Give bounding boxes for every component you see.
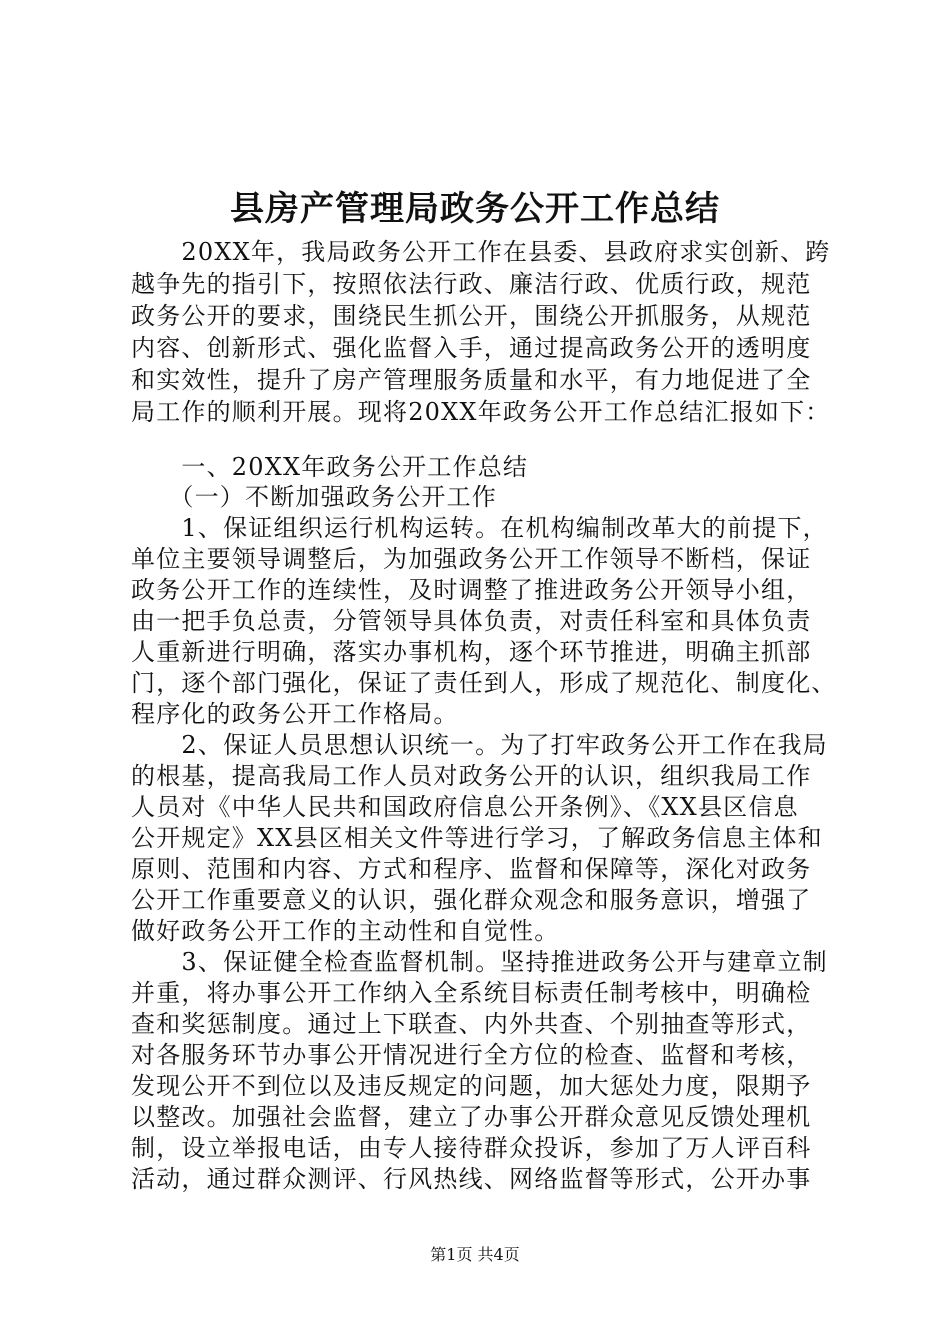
body-line: 活动，通过群众测评、行风热线、网络监督等形式，公开办事 xyxy=(131,1165,812,1193)
body-line: 公开规定》XX县区相关文件等进行学习，了解政务信息主体和 xyxy=(131,824,823,852)
body-line: 20XX年，我局政务公开工作在县委、县政府求实创新、跨 xyxy=(131,238,831,266)
body-line: 并重，将办事公开工作纳入全系统目标责任制考核中，明确检 xyxy=(131,979,812,1007)
body-line: 单位主要领导调整后，为加强政务公开工作领导不断档，保证 xyxy=(131,545,812,573)
body-line: 发现公开不到位以及违反规定的问题，加大惩处力度，限期予 xyxy=(131,1072,812,1100)
body-line: 对各服务环节办事公开情况进行全方位的检查、监督和考核， xyxy=(131,1041,812,1069)
section-heading: 一、20XX年政务公开工作总结 xyxy=(131,453,529,481)
body-line: 局工作的顺利开展。现将20XX年政务公开工作总结汇报如下： xyxy=(131,398,831,426)
document-title: 县房产管理局政务公开工作总结 xyxy=(230,189,720,229)
body-line: 越争先的指引下，按照依法行政、廉洁行政、优质行政，规范 xyxy=(131,270,812,298)
body-line: 2、保证人员思想认识统一。为了打牢政务公开工作在我局 xyxy=(131,731,828,759)
body-line: 以整改。加强社会监督，建立了办事公开群众意见反馈处理机 xyxy=(131,1103,812,1131)
body-line: 政务公开的要求，围绕民生抓公开，围绕公开抓服务，从规范 xyxy=(131,302,812,330)
body-line: 人员对《中华人民共和国政府信息公开条例》、《XX县区信息 xyxy=(131,793,799,821)
body-line: 程序化的政务公开工作格局。 xyxy=(131,700,459,728)
body-line: 内容、创新形式、强化监督入手，通过提高政务公开的透明度 xyxy=(131,334,812,362)
body-line: 和实效性，提升了房产管理服务质量和水平，有力地促进了全 xyxy=(131,366,812,394)
body-line: 人重新进行明确，落实办事机构，逐个环节推进，明确主抓部 xyxy=(131,638,812,666)
body-line: 由一把手负总责，分管领导具体负责，对责任科室和具体负责 xyxy=(131,607,812,635)
body-line: 的根基，提高我局工作人员对政务公开的认识，组织我局工作 xyxy=(131,762,812,790)
body-line: 查和奖惩制度。通过上下联查、内外共查、个别抽查等形式， xyxy=(131,1010,812,1038)
body-line: 原则、范围和内容、方式和程序、监督和保障等，深化对政务 xyxy=(131,855,812,883)
body-line: 制，设立举报电话，由专人接待群众投诉，参加了万人评百科 xyxy=(131,1134,812,1162)
body-line: 门，逐个部门强化，保证了责任到人，形成了规范化、制度化、 xyxy=(131,669,837,697)
page-number-footer: 第1页 共4页 xyxy=(430,1245,520,1264)
body-line: 1、保证组织运行机构运转。在机构编制改革大的前提下， xyxy=(131,514,828,542)
body-line: 3、保证健全检查监督机制。坚持推进政务公开与建章立制 xyxy=(131,948,828,976)
body-line: 政务公开工作的连续性，及时调整了推进政务公开领导小组， xyxy=(131,576,812,604)
body-line: 做好政务公开工作的主动性和自觉性。 xyxy=(131,917,560,945)
body-line: 公开工作重要意义的认识，强化群众观念和服务意识，增强了 xyxy=(131,886,812,914)
subsection-heading: （一）不断加强政务公开工作 xyxy=(131,483,497,511)
